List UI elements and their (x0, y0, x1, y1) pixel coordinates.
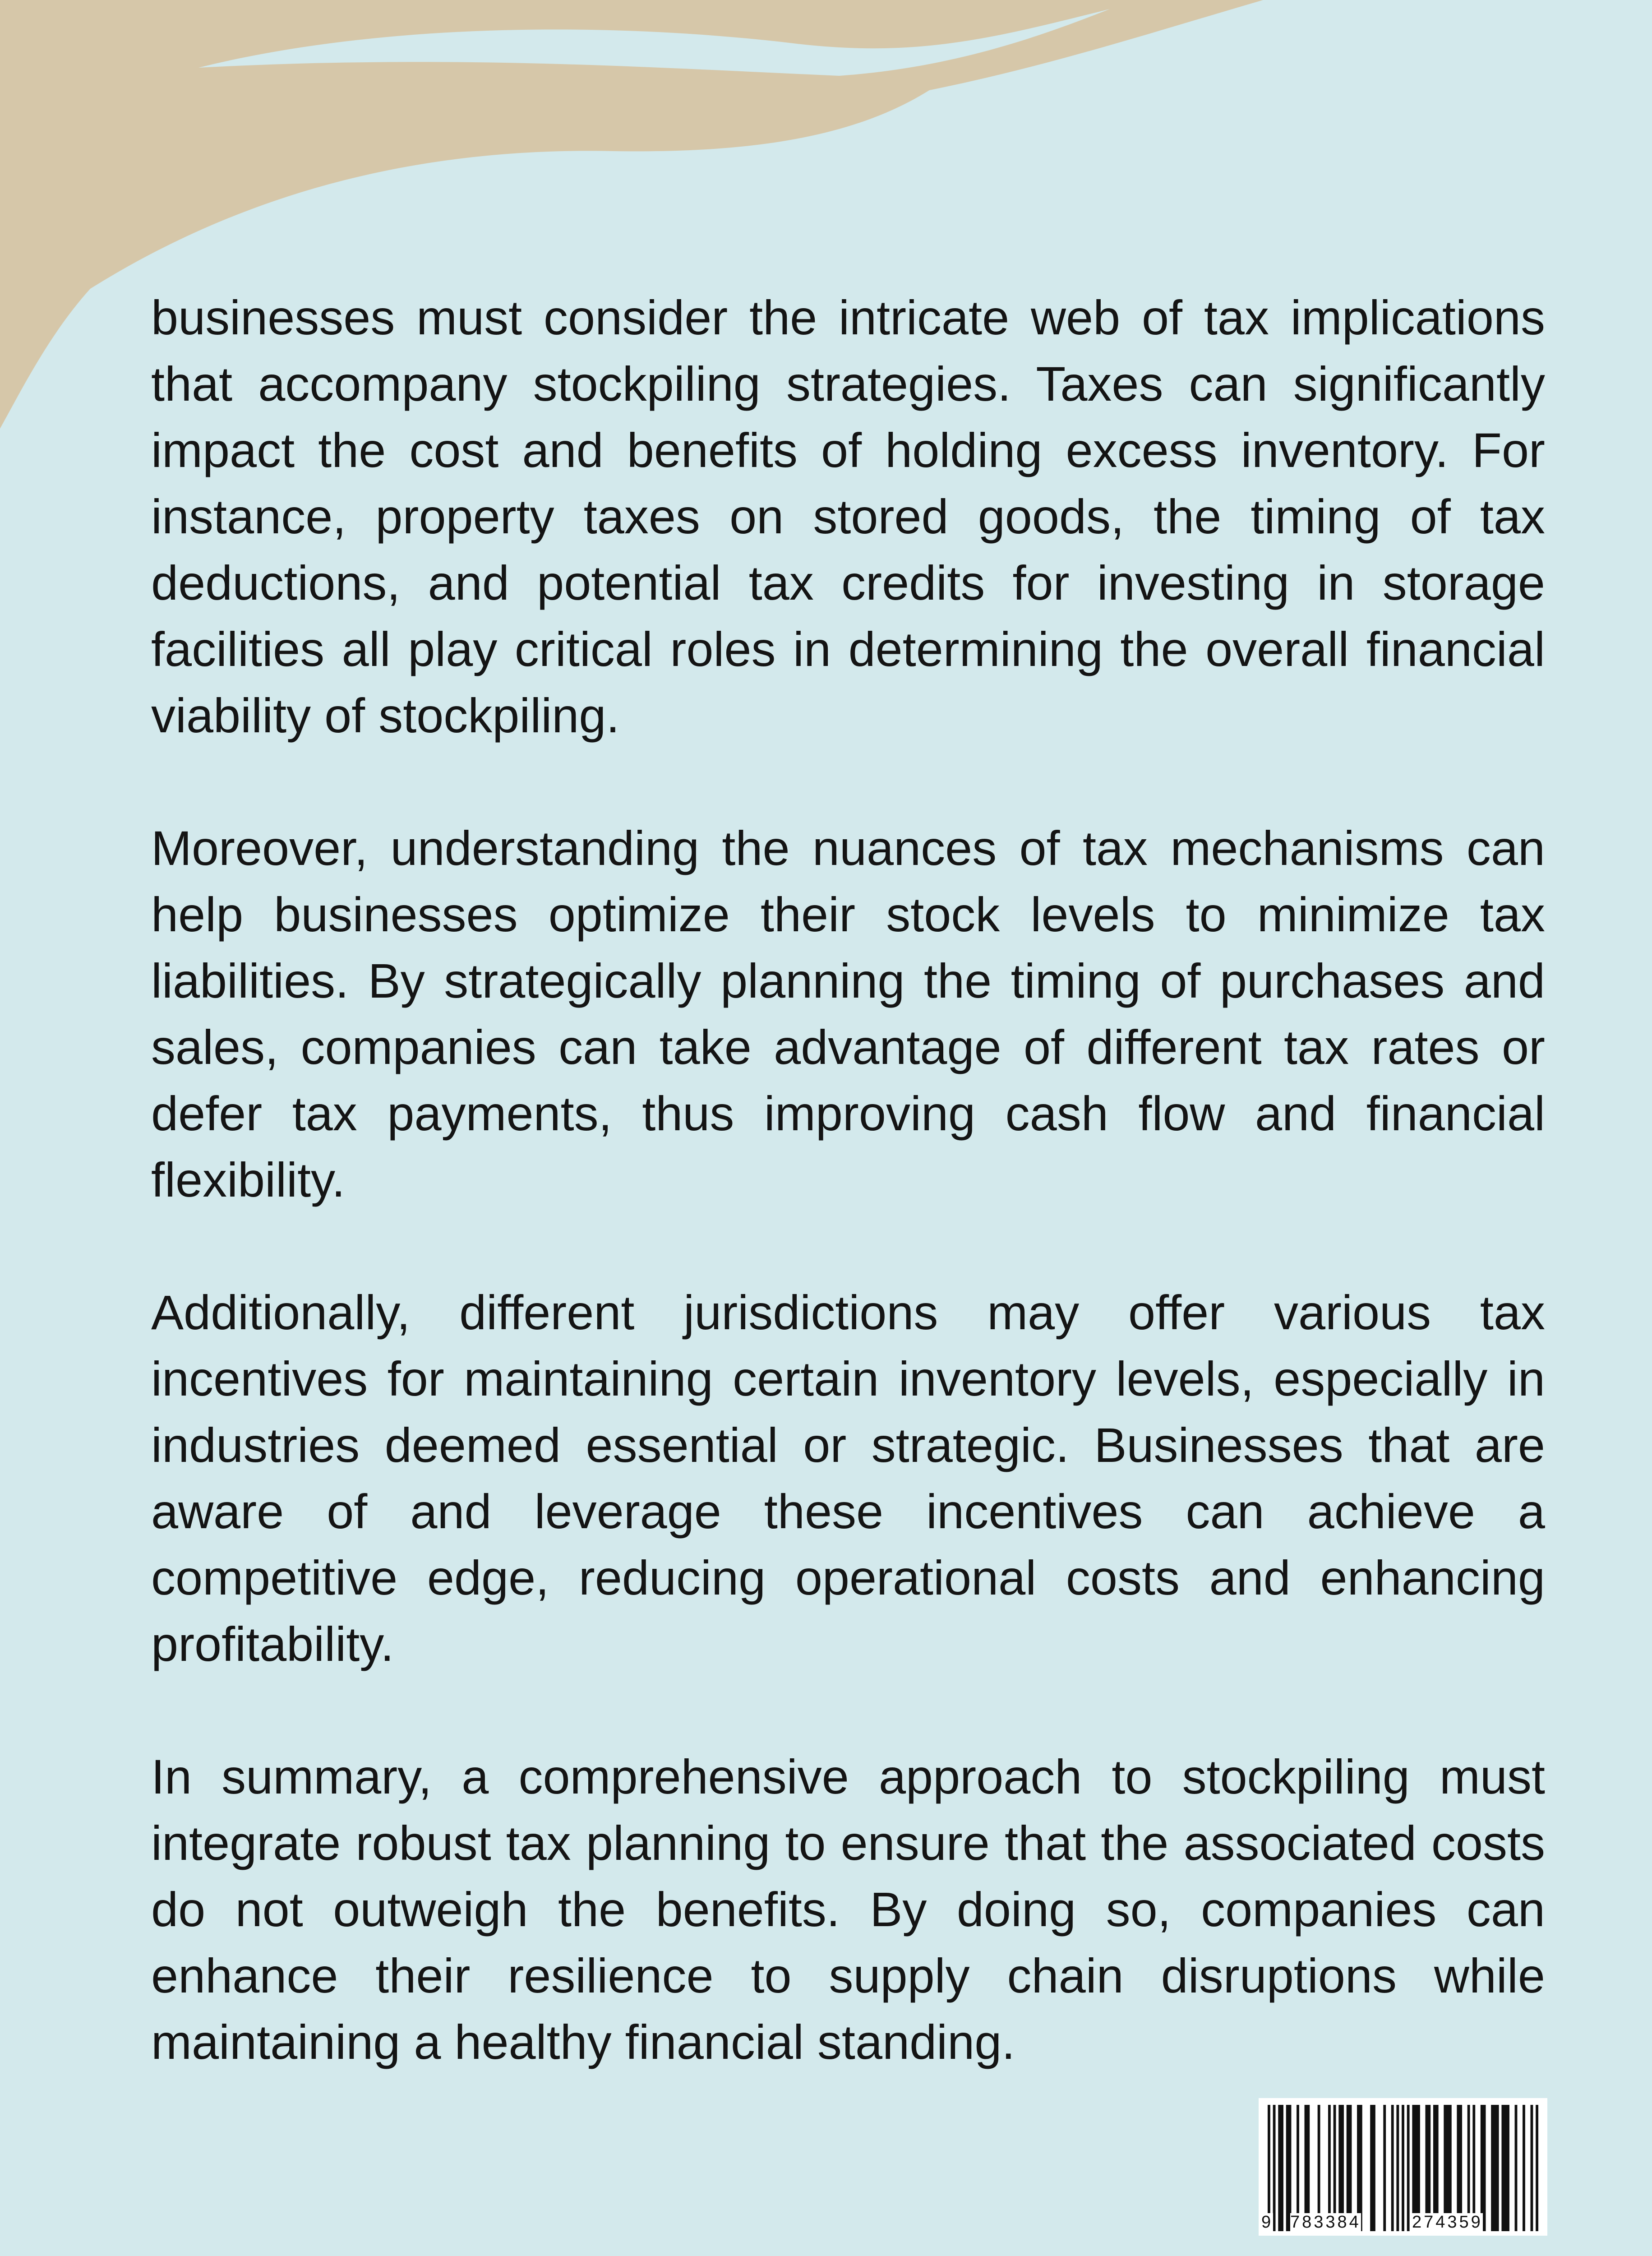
barcode-bar (1515, 2105, 1518, 2231)
barcode-bar (1491, 2105, 1499, 2231)
barcode-bar (1391, 2105, 1394, 2231)
barcode-bar (1444, 2105, 1451, 2231)
barcode-bar (1531, 2105, 1533, 2231)
barcode-left-digits: 783384 (1290, 2213, 1361, 2232)
barcode-bar (1481, 2105, 1486, 2231)
barcode-bar (1268, 2105, 1270, 2231)
barcode-bar (1523, 2105, 1525, 2231)
barcode-bar (1338, 2105, 1344, 2231)
barcode-bar (1467, 2105, 1470, 2231)
barcode-bar (1278, 2105, 1283, 2231)
barcode-bar (1328, 2105, 1331, 2231)
barcode-bar (1472, 2105, 1475, 2231)
barcode-bar (1370, 2105, 1375, 2231)
isbn-barcode (1259, 2098, 1547, 2236)
barcode-bar (1297, 2105, 1299, 2231)
barcode-bar (1412, 2105, 1420, 2231)
barcode-bar (1347, 2105, 1352, 2231)
barcode-bar (1536, 2105, 1538, 2231)
paragraph-4: In summary, a comprehensive approach to stockpiling must integrate robust tax planning to ensure that the associated costs do not outweigh the benefits. By doing so, companies can enhance their resilience to supply chain disruptions while maintaining a healthy financial standing. (151, 1749, 1545, 2069)
barcode-bar (1457, 2105, 1462, 2231)
barcode-bar (1383, 2105, 1386, 2231)
barcode-bar (1396, 2105, 1399, 2231)
barcode-bar (1305, 2105, 1310, 2231)
barcode-bar (1357, 2105, 1362, 2231)
barcode-right-digits: 274359 (1412, 2213, 1483, 2232)
barcode-bar (1286, 2105, 1292, 2231)
barcode-bar (1426, 2105, 1431, 2231)
barcode-bar (1402, 2105, 1404, 2231)
paragraph-2: Moreover, understanding the nuances of tax mechanisms can help businesses optimize their stock levels to minimize tax liabilities. By strategically planning the timing of purchases and sales, companies can take advantage of different tax rates or defer tax payments, thus improving cash flow and financial flexibility. (151, 821, 1545, 1207)
barcode-lead-digit: 9 (1261, 2213, 1274, 2232)
barcode-bar (1501, 2105, 1509, 2231)
back-cover-text (151, 284, 1545, 2141)
barcode-bar (1407, 2105, 1410, 2231)
barcode-bar (1273, 2105, 1276, 2231)
paragraph-3: Additionally, different jurisdictions may offer various tax incentives for maintaining certain inventory levels, especially in industries deemed essential or strategic. Businesses that are aware of and leverage these incentives can achieve a competitive edge, reducing operational costs and enhancing profitability. (151, 1285, 1545, 1671)
barcode-bar (1334, 2105, 1336, 2231)
barcode-bar (1433, 2105, 1439, 2231)
barcode-bar (1318, 2105, 1320, 2231)
paragraph-1: businesses must consider the intricate web of tax implications that accompany stockpiling strategies. Taxes can significantly impact the cost and benefits of holding excess inventory. For instance, property taxes on stored goods, the timing of tax deductions, and potential tax credits for investing in storage facilities all play critical roles in determining the overall financial viability of stockpiling. (151, 290, 1545, 743)
